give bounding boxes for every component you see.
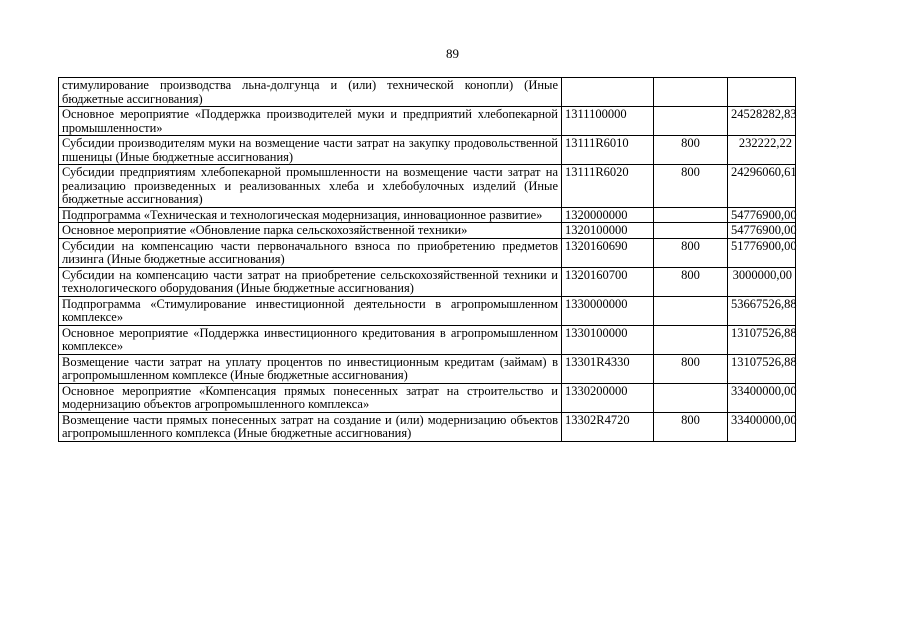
row-description: стимулирование производства льна-долгунца и (или) технической конопли) (Иные бюджетные ассигнования) (59, 78, 562, 107)
table-row (59, 223, 796, 239)
row-expense-type (654, 107, 728, 136)
row-description: Основное мероприятие «Поддержка производителей муки и предприятий хлебопекарной промышленности» (59, 107, 562, 136)
row-amount (728, 78, 796, 107)
table-row (59, 296, 796, 325)
row-description: Субсидии на компенсацию части затрат на приобретение сельскохозяйственной техники и технологического оборудования (Иные бюджетные ассигнования) (59, 267, 562, 296)
budget-table (58, 77, 796, 442)
row-description: Субсидии на компенсацию части первоначального взноса по приобретению предметов лизинга (Иные бюджетные ассигнования) (59, 238, 562, 267)
row-description: Основное мероприятие «Обновление парка сельскохозяйственной техники» (59, 223, 562, 239)
row-amount: 54776900,00 (728, 223, 796, 239)
row-description: Подпрограмма «Техническая и технологическая модернизация, инновационное развитие» (59, 207, 562, 223)
row-target-code: 1330000000 (562, 296, 654, 325)
row-target-code: 1320160690 (562, 238, 654, 267)
row-amount: 24528282,83 (728, 107, 796, 136)
row-expense-type: 800 (654, 354, 728, 383)
row-target-code (562, 78, 654, 107)
row-amount: 13107526,88 (728, 325, 796, 354)
table-row (59, 238, 796, 267)
row-expense-type (654, 223, 728, 239)
row-description: Возмещение части затрат на уплату процентов по инвестиционным кредитам (займам) в агропромышленном комплексе (Иные бюджетные ассигнования) (59, 354, 562, 383)
row-target-code: 1330100000 (562, 325, 654, 354)
row-expense-type (654, 325, 728, 354)
row-target-code: 1311100000 (562, 107, 654, 136)
row-expense-type: 800 (654, 136, 728, 165)
row-expense-type: 800 (654, 412, 728, 441)
row-description: Субсидии предприятиям хлебопекарной промышленности на возмещение части затрат на реализацию произведенных и реализованных хлеба и хлебобулочных изделий (Иные бюджетные ассигнования) (59, 165, 562, 208)
row-expense-type: 800 (654, 238, 728, 267)
row-target-code: 1320000000 (562, 207, 654, 223)
row-target-code: 1320100000 (562, 223, 654, 239)
row-description: Субсидии производителям муки на возмещение части затрат на закупку продовольственной пшеницы (Иные бюджетные ассигнования) (59, 136, 562, 165)
row-target-code: 1330200000 (562, 383, 654, 412)
row-description: Основное мероприятие «Компенсация прямых понесенных затрат на строительство и модернизацию объектов агропромышленного комплекса» (59, 383, 562, 412)
row-amount: 54776900,00 (728, 207, 796, 223)
row-description: Подпрограмма «Стимулирование инвестиционной деятельности в агропромышленном комплексе» (59, 296, 562, 325)
table-row (59, 412, 796, 441)
table-row (59, 136, 796, 165)
row-expense-type (654, 78, 728, 107)
table-row (59, 267, 796, 296)
row-target-code: 13111R6010 (562, 136, 654, 165)
row-expense-type (654, 207, 728, 223)
row-target-code: 13302R4720 (562, 412, 654, 441)
row-expense-type (654, 296, 728, 325)
row-amount: 232222,22 (728, 136, 796, 165)
row-amount: 33400000,00 (728, 412, 796, 441)
page-number: 89 (446, 46, 459, 61)
row-description: Основное мероприятие «Поддержка инвестиционного кредитования в агропромышленном комплексе» (59, 325, 562, 354)
row-expense-type: 800 (654, 165, 728, 208)
row-amount: 51776900,00 (728, 238, 796, 267)
row-target-code: 1320160700 (562, 267, 654, 296)
row-expense-type: 800 (654, 267, 728, 296)
table-row (59, 354, 796, 383)
table-row (59, 325, 796, 354)
budget-rows (59, 78, 796, 442)
table-row (59, 383, 796, 412)
row-amount: 13107526,88 (728, 354, 796, 383)
row-expense-type (654, 383, 728, 412)
row-amount: 53667526,88 (728, 296, 796, 325)
table-row (59, 165, 796, 208)
row-description: Возмещение части прямых понесенных затрат на создание и (или) модернизацию объектов агропромышленного комплекса (Иные бюджетные ассигнования) (59, 412, 562, 441)
table-row (59, 107, 796, 136)
table-row (59, 207, 796, 223)
row-amount: 33400000,00 (728, 383, 796, 412)
row-target-code: 13301R4330 (562, 354, 654, 383)
table-row (59, 78, 796, 107)
row-amount: 24296060,61 (728, 165, 796, 208)
row-amount: 3000000,00 (728, 267, 796, 296)
row-target-code: 13111R6020 (562, 165, 654, 208)
